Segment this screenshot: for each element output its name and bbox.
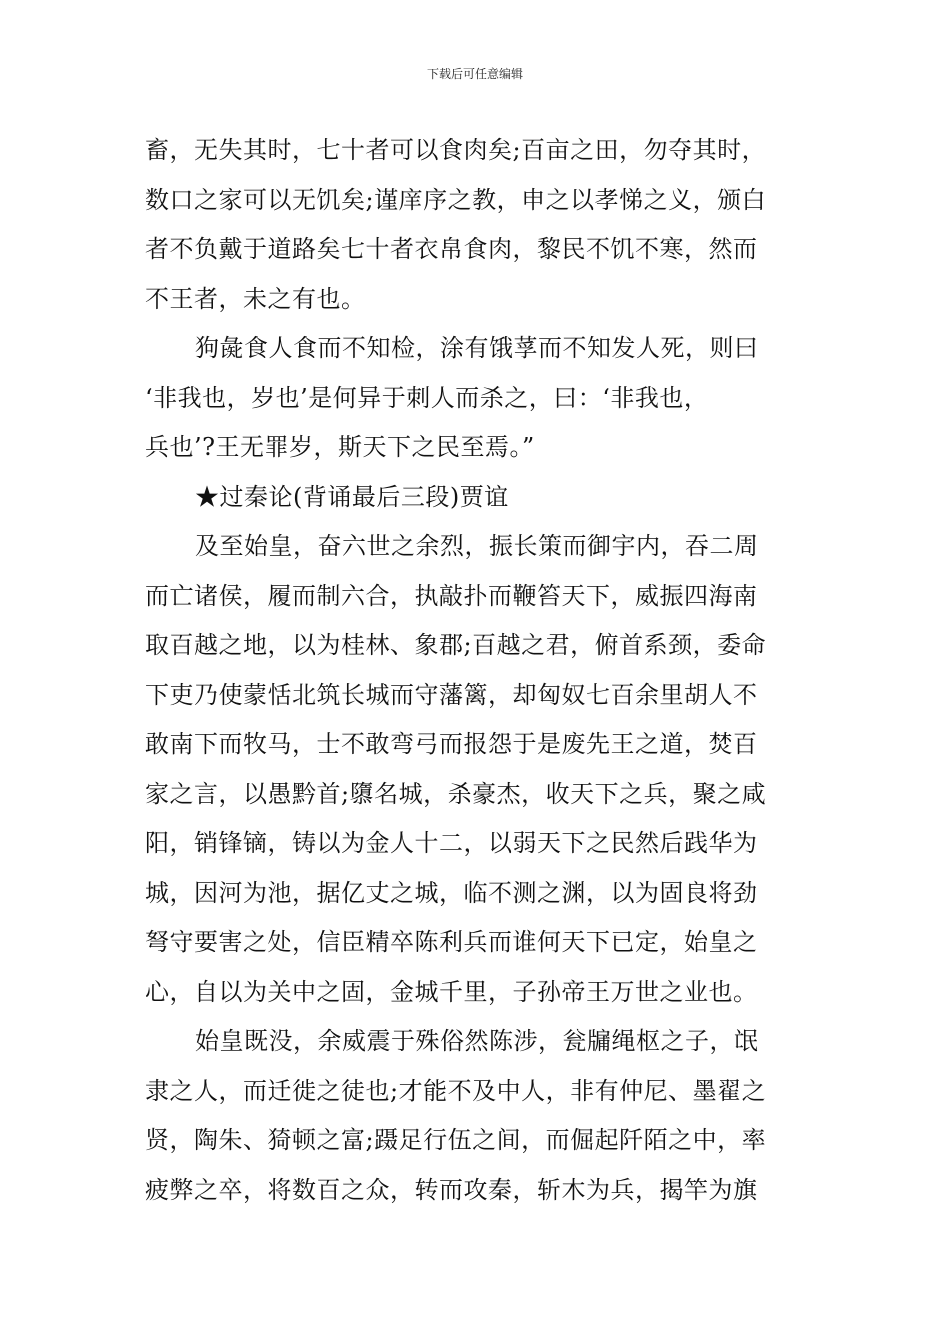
text-line: 心，自以为关中之固，金城千里，子孙帝王万世之业也。 (145, 977, 758, 1006)
text-line: 而亡诸侯，履而制六合，执敲扑而鞭笞天下，威振四海南 (145, 581, 758, 610)
text-line: 畜，无失其时，七十者可以食肉矣;百亩之田，勿夺其时， (145, 136, 767, 164)
text-line: 下吏乃使蒙恬北筑长城而守藩篱，却匈奴七百余里胡人不 (145, 680, 758, 709)
text-line: 者不负戴于道路矣七十者衣帛食肉，黎民不饥不寒，然而 (145, 235, 758, 263)
text-line: 不王者，未之有也。 (145, 284, 366, 313)
text-line: 兵也’?王无罪岁，斯天下之民至焉。” (145, 433, 535, 461)
text-line: 家之言，以愚黔首;隳名城，杀豪杰，收天下之兵，聚之咸 (145, 779, 767, 808)
text-line: 疲弊之卒，将数百之众，转而攻秦，斩木为兵，揭竿为旗 (145, 1175, 758, 1204)
text-line: 弩守要害之处，信臣精卒陈利兵而谁何天下已定，始皇之 (145, 928, 758, 956)
text-line: 隶之人，而迁徙之徒也;才能不及中人，非有仲尼、墨翟之 (145, 1076, 767, 1105)
section-heading: ★过秦论(背诵最后三段)贾谊 (195, 482, 509, 511)
text-line: ‘非我也，岁也’是何异于刺人而杀之，曰：‘非我也， (145, 383, 709, 412)
text-line: 数口之家可以无饥矣;谨庠序之教，申之以孝悌之义，颁白 (145, 185, 767, 214)
text-line: 取百越之地，以为桂林、象郡;百越之君，俯首系颈，委命 (145, 631, 767, 659)
text-line: 阳，销锋镝，铸以为金人十二，以弱天下之民然后践华为 (145, 829, 758, 857)
text-line: 始皇既没，余威震于殊俗然陈涉，瓮牖绳枢之子，氓 (195, 1027, 759, 1055)
text-line: 敢南下而牧马，士不敢弯弓而报怨于是废先王之道，焚百 (145, 730, 758, 758)
page-header: 下载后可任意编辑 (426, 67, 523, 81)
text-line: 贤，陶朱、猗顿之富;蹑足行伍之间，而倔起阡陌之中，率 (145, 1126, 767, 1154)
text-line: 城，因河为池，据亿丈之城，临不测之渊，以为固良将劲 (145, 878, 758, 907)
document-body (145, 126, 810, 1215)
text-line: 及至始皇，奋六世之余烈，振长策而御宇内，吞二周 (195, 532, 759, 560)
text-line: 狗彘食人食而不知检，涂有饿莩而不知发人死，则曰 (195, 334, 759, 362)
